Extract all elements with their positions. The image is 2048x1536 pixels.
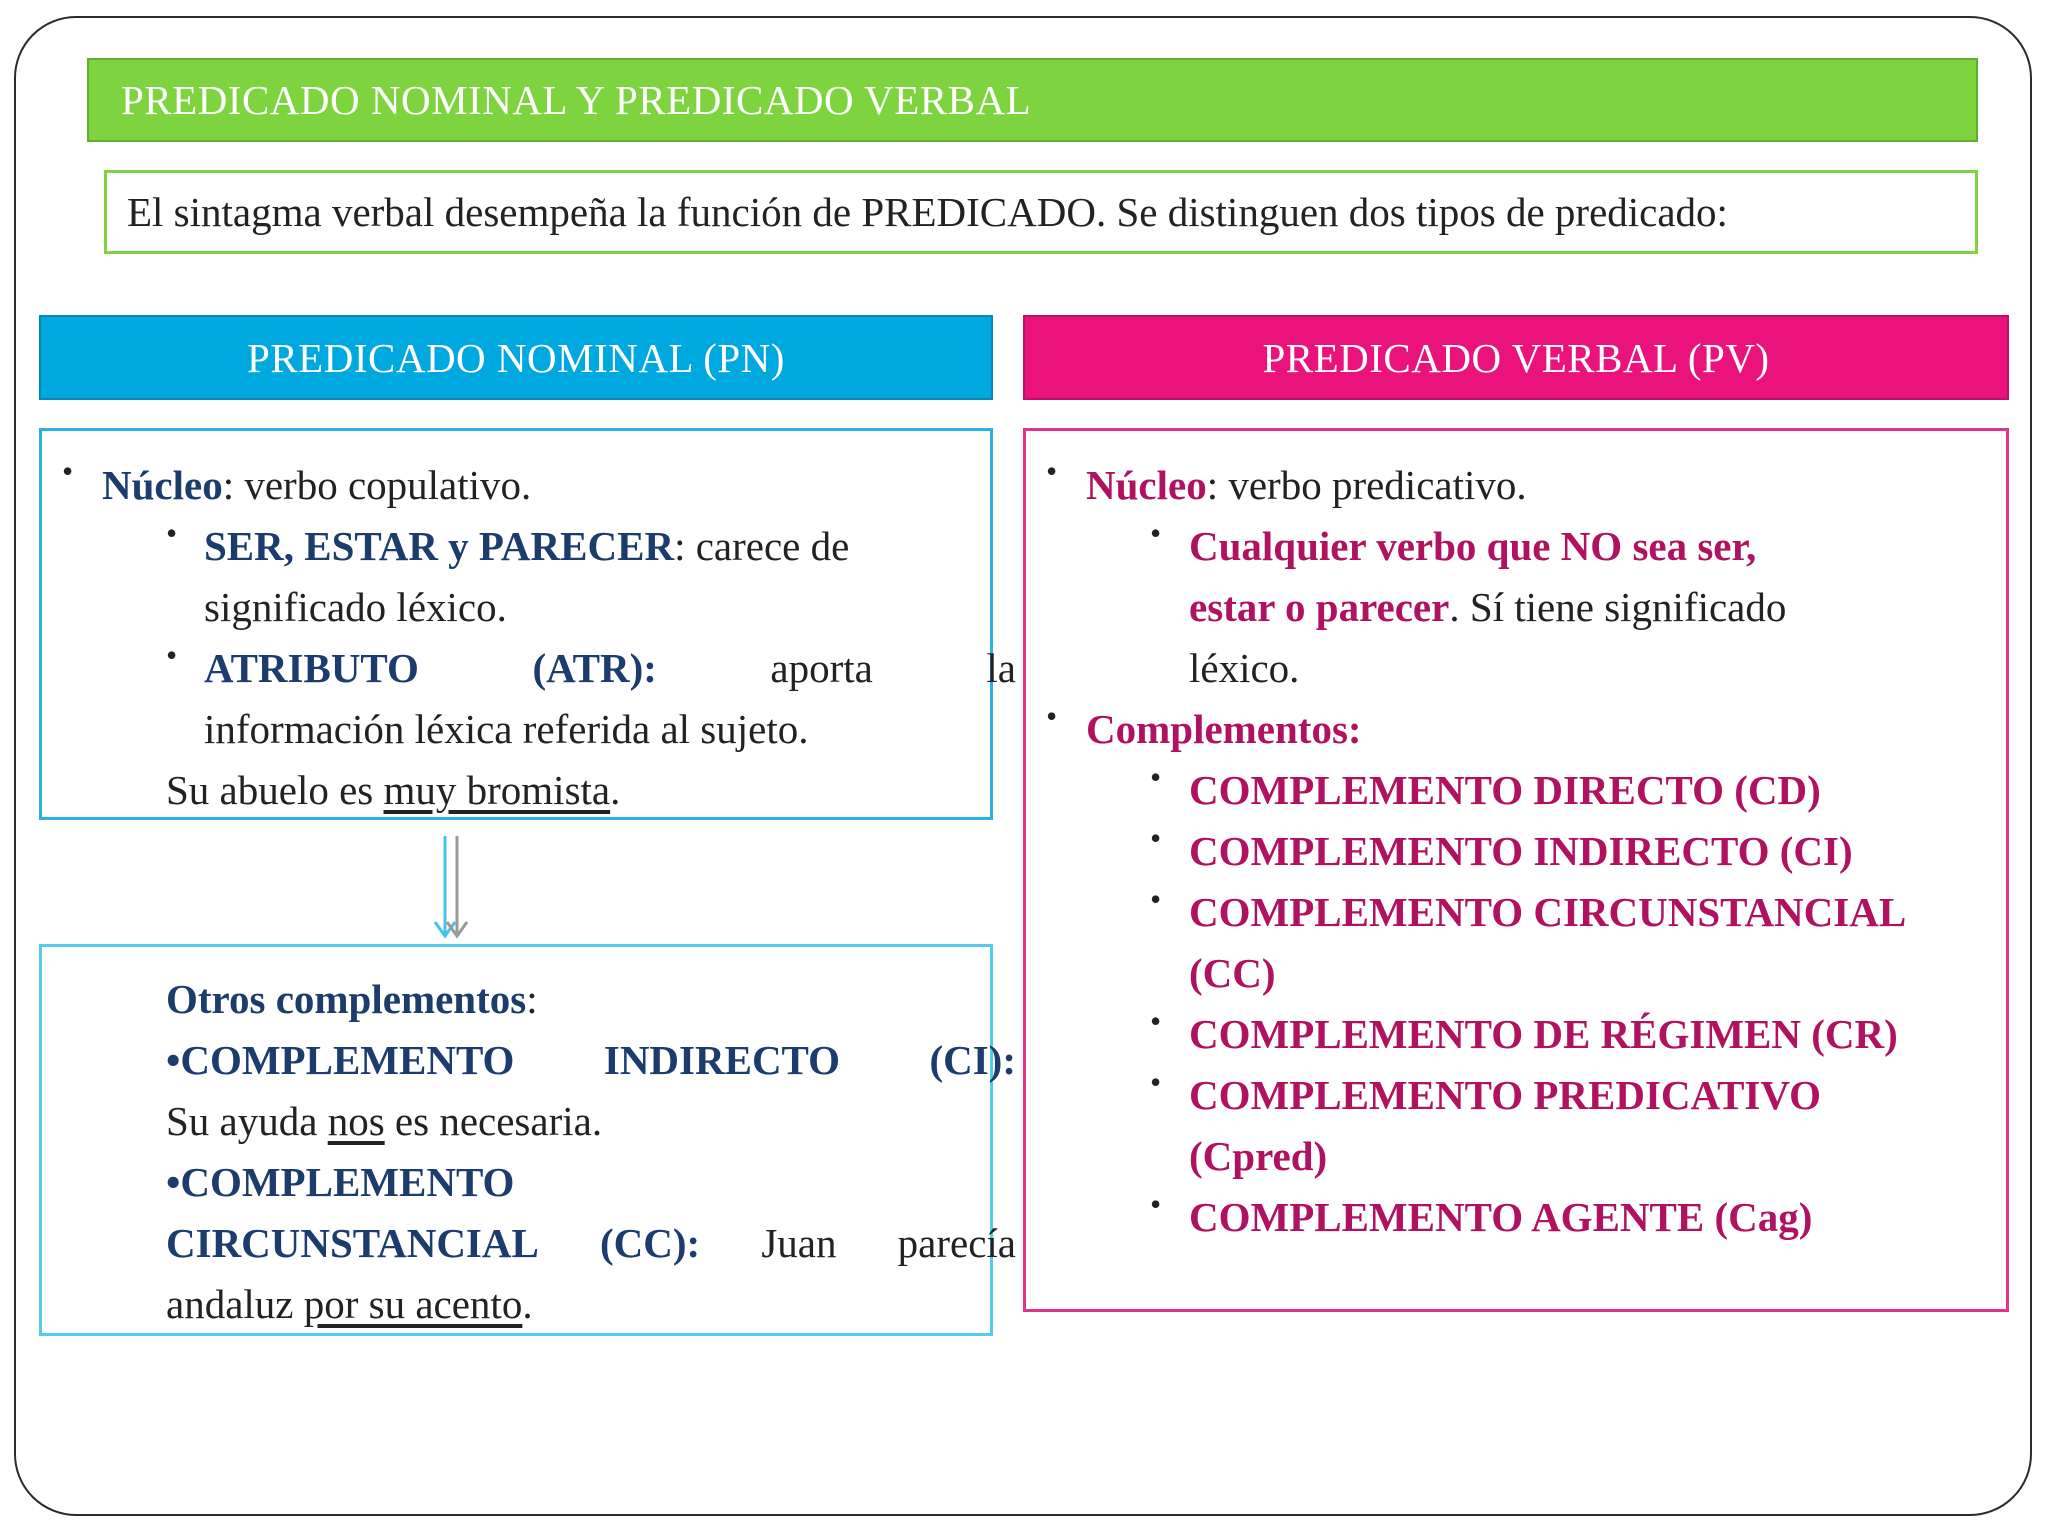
pn-example-start: Su abuelo es — [166, 767, 384, 813]
otros-ci-word2: INDIRECTO — [603, 1037, 841, 1083]
otros-ci-word3: (CI): — [929, 1037, 1016, 1083]
bullet-icon: • — [1150, 1003, 1162, 1039]
otros-ci-example-end: es necesaria. — [384, 1098, 603, 1144]
pv-cual-text3: léxico. — [1189, 645, 1300, 691]
pv-header: PREDICADO VERBAL (PV) — [1023, 315, 2009, 400]
otros-content-box — [39, 944, 1016, 1336]
pn-nucleo-label: Núcleo — [102, 462, 223, 508]
bullet-icon: • — [62, 453, 74, 489]
pv-item-cc-cont: (CC) — [1189, 950, 1276, 996]
pv-complementos-label: Complementos: — [1086, 706, 1362, 752]
bullet-icon: • — [1046, 698, 1058, 734]
pn-header: PREDICADO NOMINAL (PN) — [39, 315, 993, 400]
bullet-icon: • — [166, 637, 178, 673]
otros-ci-example — [166, 1091, 602, 1152]
pv-item-cd: COMPLEMENTO DIRECTO (CD) — [1189, 767, 1821, 813]
pv-item-cpred: COMPLEMENTO PREDICATIVO — [1189, 1072, 1822, 1118]
pn-atr-word3: aporta — [770, 645, 873, 691]
down-arrow-icon — [430, 836, 470, 946]
otros-cc-line1: •COMPLEMENTO — [166, 1159, 515, 1205]
pn-atr-word1: ATRIBUTO — [204, 645, 419, 691]
pn-atr-text2: información léxica referida al sujeto. — [204, 706, 809, 752]
pn-content-box — [39, 428, 1016, 820]
otros-ci-example-underline: nos — [327, 1098, 385, 1144]
pv-item-cpred-cont: (Cpred) — [1189, 1133, 1328, 1179]
pv-content-box — [1023, 428, 2009, 1312]
otros-ci-word1: •COMPLEMENTO — [166, 1037, 515, 1083]
otros-cc-example-start: andaluz — [166, 1281, 304, 1327]
bullet-icon: • — [1150, 820, 1162, 856]
pv-item-cag: COMPLEMENTO AGENTE (Cag) — [1189, 1194, 1813, 1240]
bullet-icon: • — [1046, 453, 1058, 489]
otros-cc-example — [166, 1274, 533, 1335]
pv-cual-bold: estar o parecer — [1189, 584, 1450, 630]
bullet-icon: • — [1150, 759, 1162, 795]
pv-nucleo-text: : verbo predicativo. — [1206, 462, 1527, 508]
otros-ci-line — [166, 1030, 1016, 1091]
pv-cual-line1: Cualquier verbo que NO sea ser, — [1189, 523, 1757, 569]
pn-example-end: . — [610, 767, 621, 813]
pv-item-cr: COMPLEMENTO DE RÉGIMEN (CR) — [1189, 1011, 1898, 1057]
otros-heading-colon: : — [526, 976, 538, 1022]
slide-title: PREDICADO NOMINAL Y PREDICADO VERBAL — [87, 58, 1978, 142]
pv-cual-line2 — [1189, 577, 1786, 638]
otros-ci-example-start: Su ayuda — [166, 1098, 328, 1144]
pn-ser-line — [204, 516, 849, 577]
otros-cc-word2: (CC): — [600, 1220, 701, 1266]
pv-item-cc: COMPLEMENTO CIRCUNSTANCIAL — [1189, 889, 1907, 935]
otros-cc-word4: parecía — [897, 1220, 1016, 1266]
otros-heading-line — [166, 969, 538, 1030]
pn-atr-word4: la — [986, 645, 1016, 691]
otros-cc-line2 — [166, 1213, 1016, 1274]
bullet-icon: • — [1150, 1064, 1162, 1100]
pn-nucleo-text: : verbo copulativo. — [222, 462, 532, 508]
pv-nucleo-label: Núcleo — [1086, 462, 1207, 508]
pn-example — [166, 760, 620, 821]
bullet-icon: • — [1150, 881, 1162, 917]
pn-ser-text1: : carece de — [674, 523, 850, 569]
otros-cc-word3: Juan — [761, 1220, 837, 1266]
otros-heading: Otros complementos — [166, 976, 527, 1022]
pn-ser-label: SER, ESTAR y PARECER — [204, 523, 675, 569]
pn-atr-line — [204, 638, 1016, 699]
otros-cc-example-end: . — [522, 1281, 533, 1327]
otros-cc-word1: CIRCUNSTANCIAL — [166, 1220, 539, 1266]
intro-box: El sintagma verbal desempeña la función de PREDICADO. Se distinguen dos tipos de predicado: — [104, 170, 1978, 254]
bullet-icon: • — [1150, 515, 1162, 551]
pn-atr-word2: (ATR): — [532, 645, 657, 691]
otros-cc-example-underline: por su acento — [303, 1281, 523, 1327]
pn-ser-text2: significado léxico. — [204, 584, 507, 630]
bullet-icon: • — [166, 515, 178, 551]
pv-cual-text2: . Sí tiene significado — [1449, 584, 1787, 630]
pv-item-ci: COMPLEMENTO INDIRECTO (CI) — [1189, 828, 1853, 874]
bullet-icon: • — [1150, 1186, 1162, 1222]
pn-example-underline: muy bromista — [383, 767, 611, 813]
